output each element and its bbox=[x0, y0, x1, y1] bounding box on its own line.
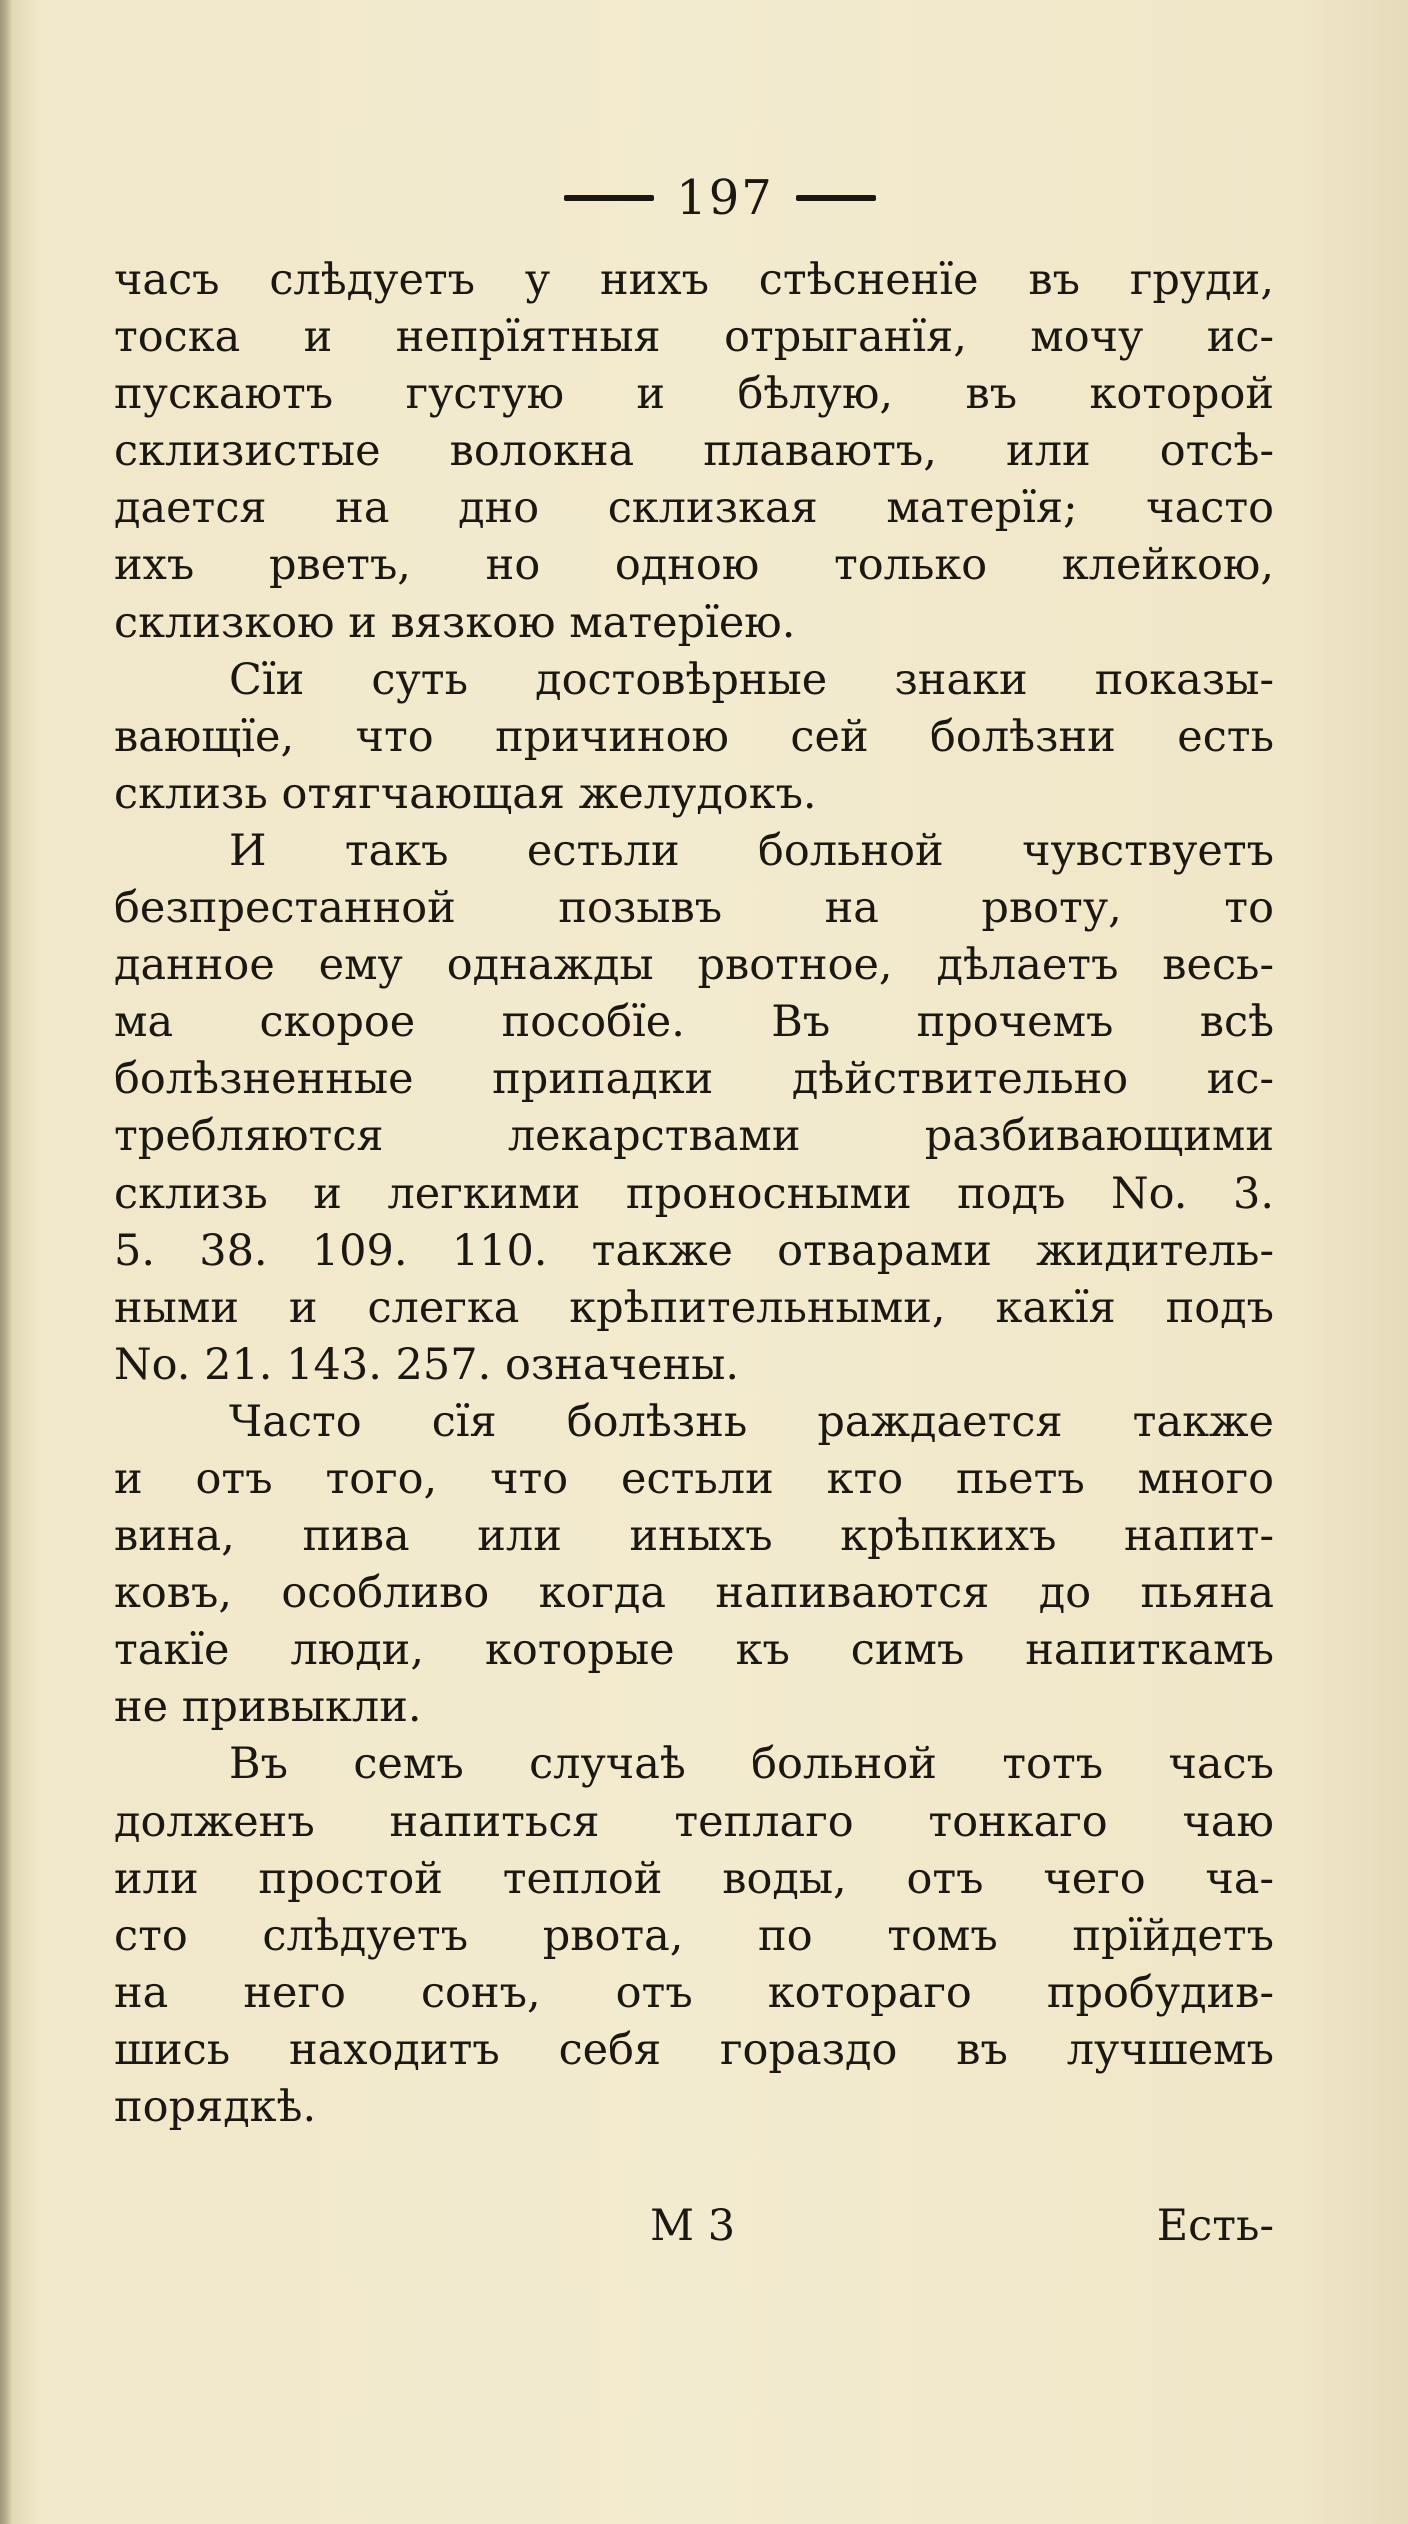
text-line: вина, пива или иныхъ крѣпкихъ напит- bbox=[114, 1511, 1274, 1562]
text-line: требляются лекарствами разбивающими bbox=[114, 1111, 1274, 1162]
text-line: склизь отягчающая желудокъ. bbox=[114, 768, 817, 819]
text-line: Сїи суть достовѣрные знаки показы- bbox=[229, 654, 1274, 705]
paragraph bbox=[114, 652, 1274, 823]
paragraph bbox=[114, 823, 1274, 1394]
text-line: Въ семъ случаѣ больной тотъ часъ bbox=[229, 1739, 1274, 1790]
text-line: часъ слѣдуетъ у нихъ стѣсненїе въ груди, bbox=[114, 255, 1274, 305]
text-line: Часто сїя болѣзнь раждается также bbox=[229, 1396, 1274, 1447]
page-footer bbox=[114, 2196, 1274, 2256]
text-line: склизкою и вязкою матерїею. bbox=[114, 597, 796, 648]
page-header bbox=[520, 168, 920, 228]
paragraph bbox=[114, 252, 1274, 652]
text-line: такїе люди, которые къ симъ напиткамъ bbox=[114, 1625, 1274, 1676]
text-line: болѣзненные припадки дѣйствительно ис- bbox=[114, 1054, 1274, 1105]
header-rule-right bbox=[796, 195, 876, 201]
text-line: ными и слегка крѣпительными, какїя подъ bbox=[114, 1282, 1274, 1333]
text-line: ковъ, особливо когда напиваются до пьяна bbox=[114, 1568, 1274, 1619]
text-line: 5. 38. 109. 110. также отварами жидитель- bbox=[114, 1225, 1274, 1276]
text-line: шись находитъ себя гораздо въ лучшемъ bbox=[114, 2024, 1274, 2075]
text-line: дается на дно склизкая матерїя; часто bbox=[114, 483, 1274, 534]
text-line: сто слѣдуетъ рвота, по томъ прїйдетъ bbox=[114, 1910, 1274, 1961]
text-line: или простой теплой воды, отъ чего ча- bbox=[114, 1853, 1274, 1904]
text-line: не привыкли. bbox=[114, 1682, 422, 1733]
text-line: No. 21. 143. 257. означены. bbox=[114, 1339, 740, 1390]
text-line: ма скорое пособїе. Въ прочемъ всѣ bbox=[114, 997, 1274, 1048]
text-line: на него сонъ, отъ котораго пробудив- bbox=[114, 1967, 1274, 2018]
text-line: вающїе, что причиною сей болѣзни есть bbox=[114, 711, 1274, 762]
header-rule-left bbox=[564, 195, 654, 201]
text-line: склизь и легкими проносными подъ No. 3. bbox=[114, 1168, 1274, 1219]
text-line: склизистые волокна плаваютъ, или отсѣ- bbox=[114, 426, 1274, 477]
page-gutter-shadow bbox=[0, 0, 12, 2524]
text-line: и отъ того, что естьли кто пьетъ много bbox=[114, 1453, 1274, 1504]
text-line: пускаютъ густую и бѣлую, въ которой bbox=[114, 369, 1274, 420]
text-line: порядкѣ. bbox=[114, 2082, 317, 2132]
text-line: тоска и непрїятныя отрыганїя, мочу ис- bbox=[114, 312, 1274, 363]
printer-signature-mark: M 3 bbox=[650, 2201, 736, 2251]
page-text-body bbox=[114, 252, 1274, 2136]
paragraph bbox=[114, 1736, 1274, 2136]
text-line: долженъ напиться теплаго тонкаго чаю bbox=[114, 1796, 1274, 1847]
text-line: данное ему однажды рвотное, дѣлаетъ весь- bbox=[114, 940, 1274, 991]
paragraph bbox=[114, 1394, 1274, 1737]
text-line: ихъ рветъ, но одною только клейкою, bbox=[114, 540, 1274, 591]
text-line: безпрестанной позывъ на рвоту, то bbox=[114, 883, 1274, 934]
text-line: И такъ естьли больной чувствуетъ bbox=[229, 825, 1274, 876]
catchword: Есть- bbox=[1156, 2201, 1274, 2251]
page-number: 197 bbox=[676, 170, 774, 226]
